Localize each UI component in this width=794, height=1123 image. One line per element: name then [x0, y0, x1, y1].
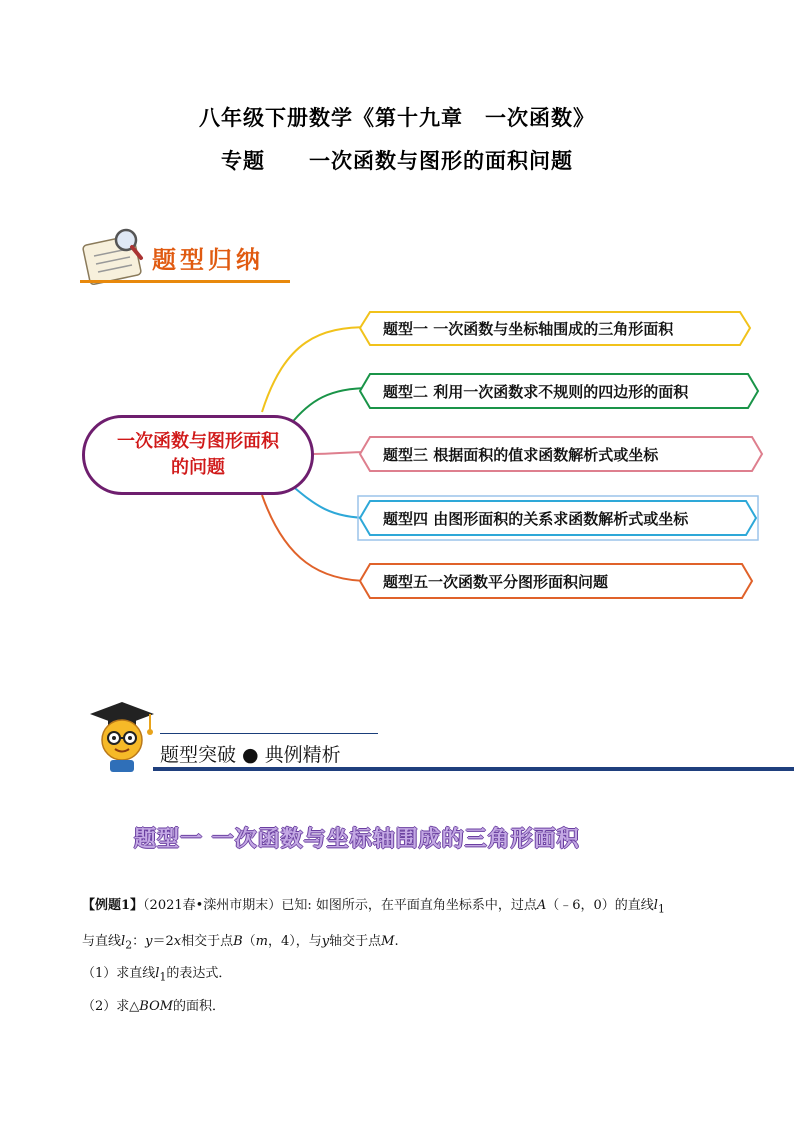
example-text: ：	[132, 934, 146, 949]
graduate-mascot-icon	[84, 698, 160, 774]
line-label: l	[653, 898, 658, 913]
banner-top-rule	[160, 733, 378, 734]
example-text: 已知: 如图所示，在平面直角坐标系中，过点	[281, 898, 537, 913]
branch-label-4: 题型四 由图形面积的关系求函数解析式或坐标	[383, 510, 689, 528]
equation-text: ＝2	[152, 934, 174, 949]
question-text: （1）求直线	[82, 966, 156, 981]
subscript: 1	[159, 970, 167, 984]
coordinate-text: ，4），与	[268, 934, 322, 949]
branch-label-3: 题型三 根据面积的值求函数解析式或坐标	[383, 446, 659, 464]
coordinate-text: （﹣6，0）	[546, 898, 615, 913]
banner-underline	[80, 280, 290, 283]
banner-bottom-bar	[153, 767, 794, 771]
example-source: （2021春•滦州市期末）	[143, 898, 282, 913]
section-heading: 题型一 一次函数与坐标轴围成的三角形面积	[134, 827, 580, 852]
triangle-label: BOM	[139, 999, 174, 1014]
question-text: 的面积．	[173, 999, 226, 1014]
example-text: 的直线	[614, 898, 654, 913]
branch-connector-5	[262, 495, 370, 581]
example-line-2	[82, 930, 399, 952]
branch-connector-1	[262, 327, 370, 412]
question-2	[82, 995, 225, 1014]
variable: y	[145, 934, 153, 949]
branch-connector-2	[290, 388, 370, 425]
line-label: l	[155, 966, 160, 981]
subscript: 1	[657, 902, 665, 916]
variable: x	[173, 934, 182, 949]
subscript: 2	[125, 938, 133, 952]
example-tag: 【例题1】	[82, 898, 144, 913]
branch-label-5: 题型五一次函数平分图形面积问题	[383, 573, 609, 591]
example-text: 与直线	[82, 934, 122, 949]
question-text: （2）求△	[82, 999, 140, 1014]
example-line-1	[82, 894, 665, 916]
question-text: 的表达式．	[166, 966, 232, 981]
branch-label-1: 题型一 一次函数与坐标轴围成的三角形面积	[383, 320, 674, 338]
line-label: l	[121, 934, 126, 949]
coordinate-text: （	[242, 934, 256, 949]
example-text: 轴交于点	[329, 934, 382, 949]
example-text: 相交于点	[181, 934, 234, 949]
question-1	[82, 962, 231, 984]
example-text: .	[394, 934, 399, 949]
page-subtitle: 专题 一次函数与图形的面积问题	[221, 149, 573, 173]
section-banner-title: 题型归纳	[152, 246, 264, 274]
section-banner-title: 题型突破 ● 典例精析	[160, 744, 341, 766]
point-label: B	[233, 934, 243, 949]
branch-label-2: 题型二 利用一次函数求不规则的四边形的面积	[383, 383, 689, 401]
point-label: M	[381, 934, 395, 949]
page-title: 八年级下册数学《第十九章 一次函数》	[199, 106, 595, 130]
point-label: A	[536, 898, 547, 913]
variable: m	[255, 934, 268, 949]
variable: y	[321, 934, 330, 949]
mind-map-center-node: 一次函数与图形面积的问题	[82, 415, 314, 495]
